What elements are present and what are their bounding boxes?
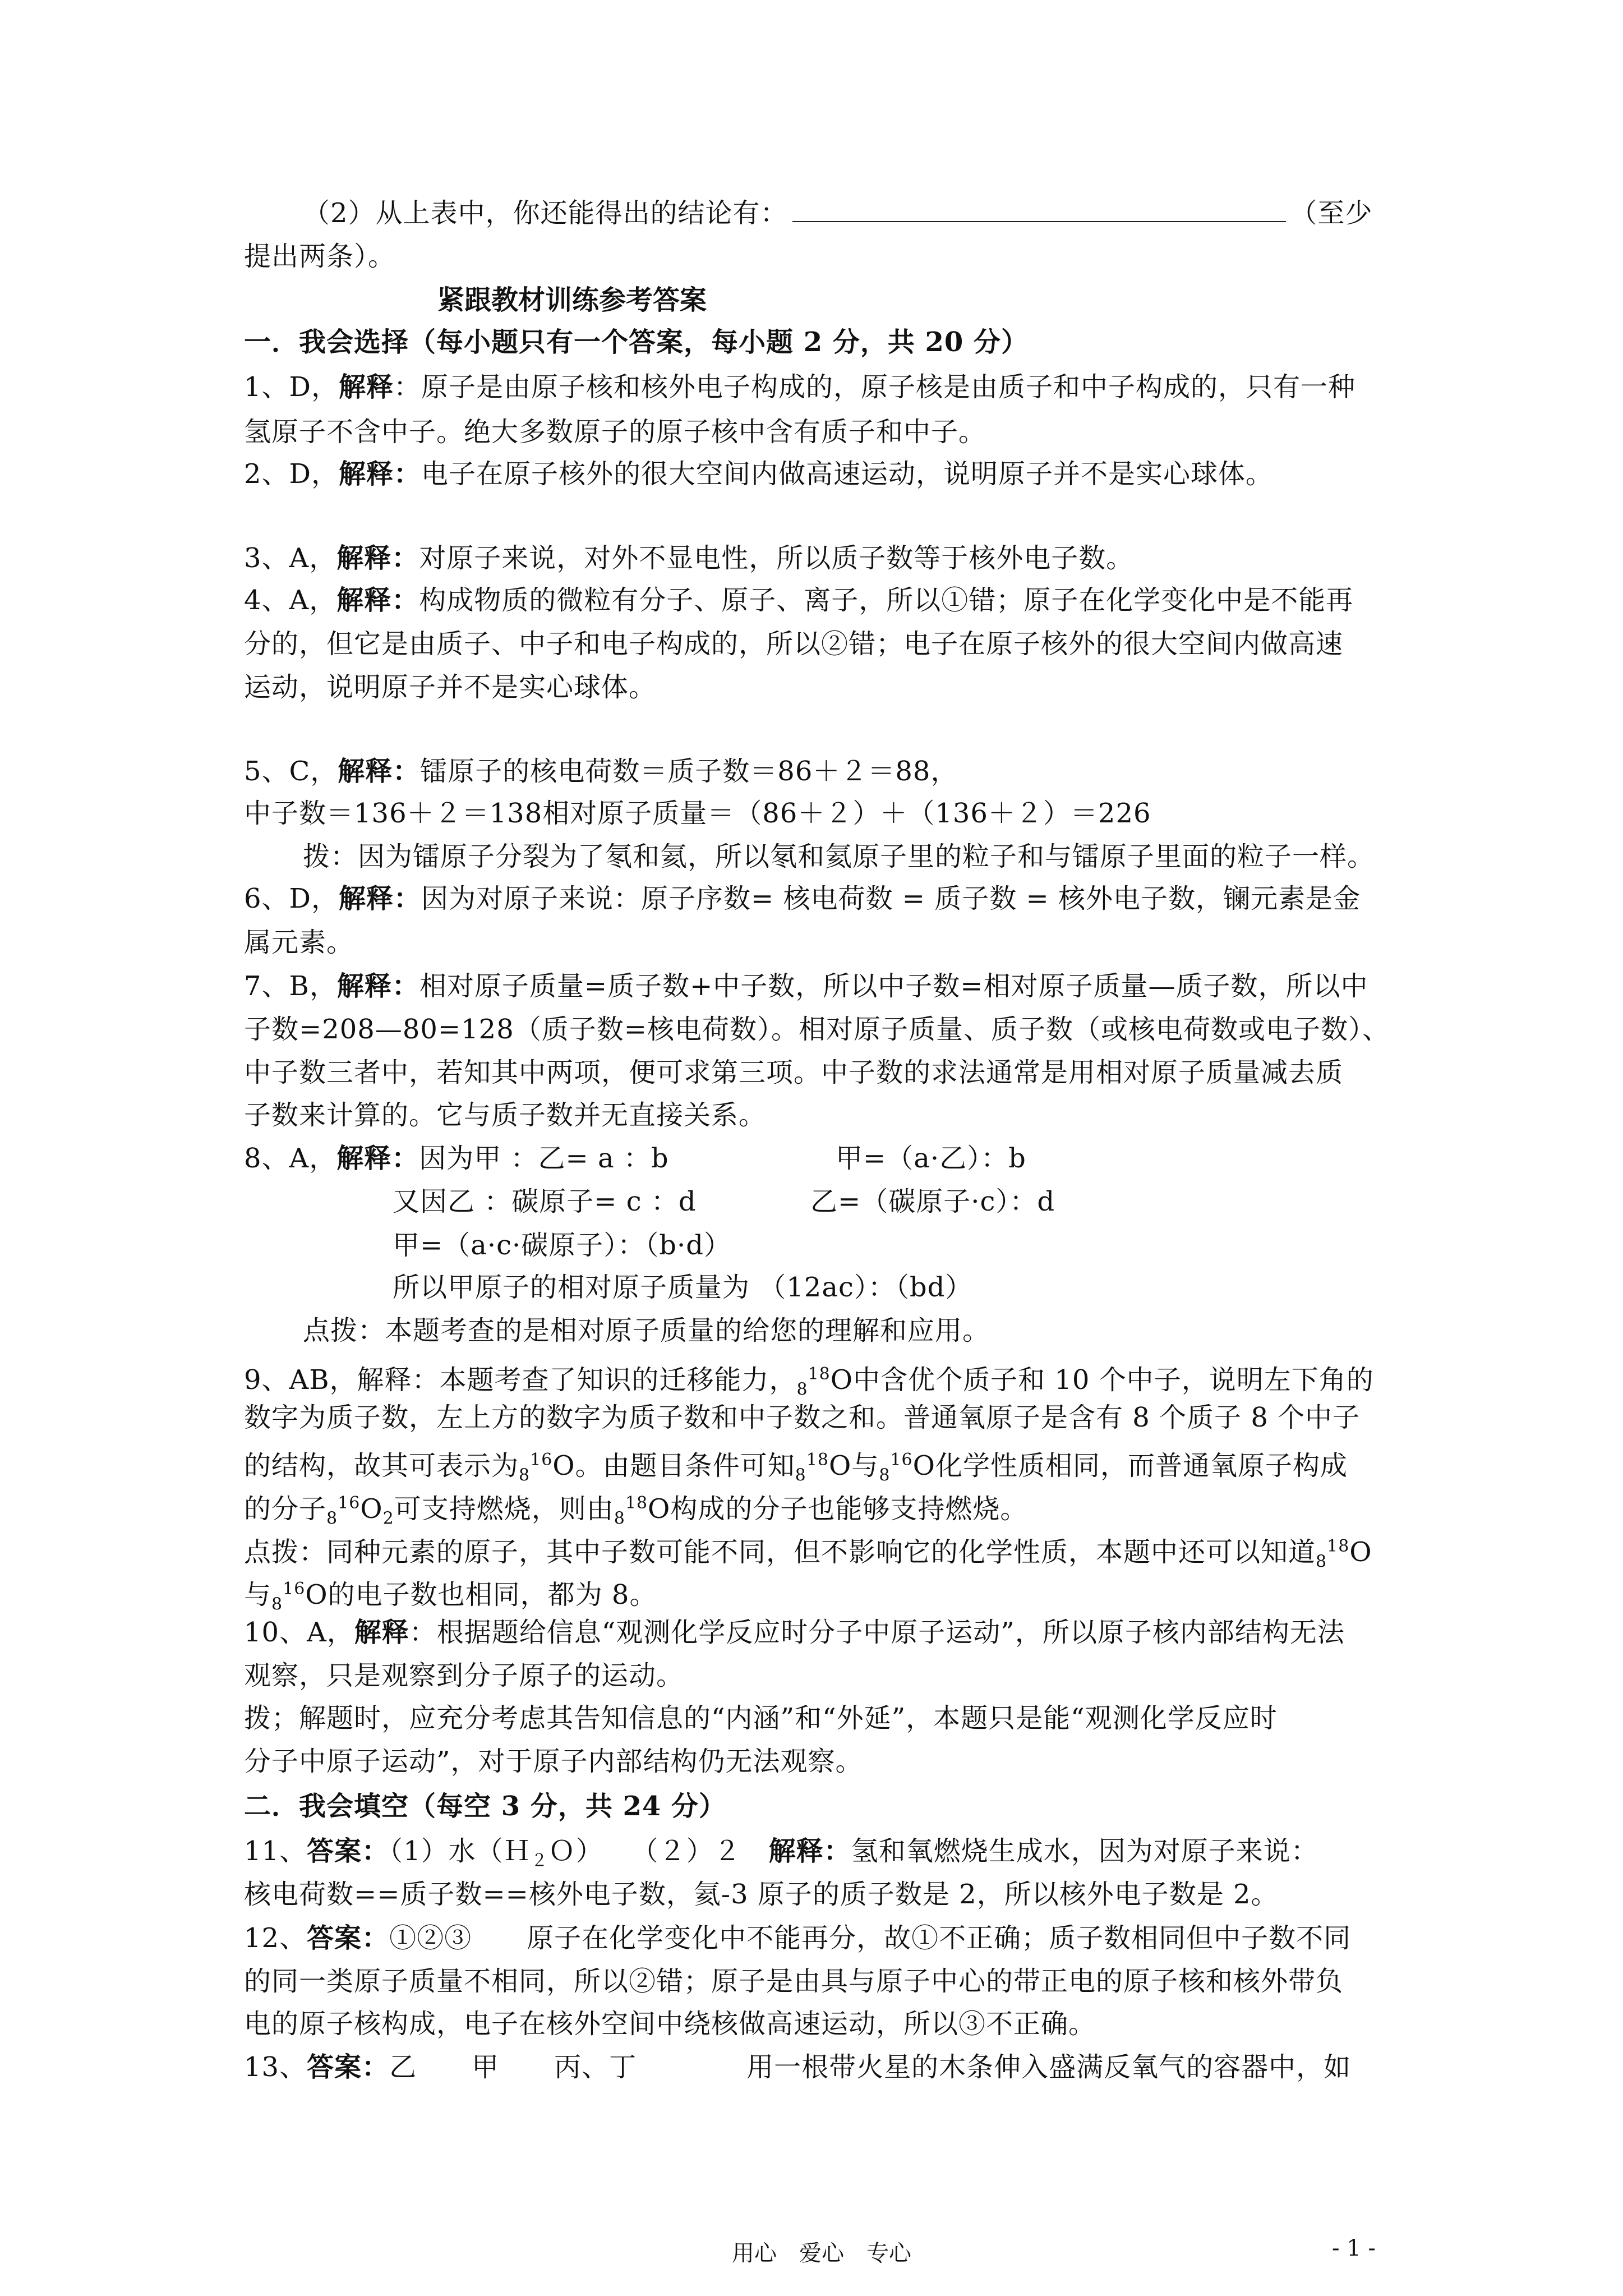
answer-line: 电的原子核构成，电子在核外空间中绕核做高速运动，所以③不正确。: [244, 2008, 1096, 2040]
answer-line: 拨：因为镭原子分裂为了氡和氦，所以氡和氦原子里的粒子和与镭原子里面的粒子一样。: [303, 841, 1375, 872]
answer-line: 8、A，解释：因为甲 ：乙= a ：b: [244, 1143, 669, 1174]
answer-line: 数字为质子数，左上方的数字为质子数和中子数之和。普通氧原子是含有 8 个质子 8 个中子: [244, 1402, 1361, 1433]
formula-line: 乙=（碳原子·c）：d: [810, 1186, 1055, 1217]
answer-line: 11、答案：（1）水（Ｈ$_2$Ｏ） （２）２ 解释：氢和氧燃烧生成水，因为对原子来说：: [244, 1835, 1318, 1871]
answer-line: 分子中原子运动”，对于原子内部结构仍无法观察。: [244, 1746, 863, 1777]
answer-line: 2、D，解释：电子在原子核外的很大空间内做高速运动，说明原子并不是实心球体。: [244, 458, 1274, 490]
answer-line: 6、D，解释：因为对原子来说：原子序数= 核电荷数 = 质子数 = 核外电子数，镧元素是金: [244, 883, 1361, 914]
answer-line: 13、答案：乙 甲 丙、丁 用一根带火星的木条伸入盛满反氧气的容器中，如: [244, 2051, 1352, 2083]
answer-line: 运动，说明原子并不是实心球体。: [244, 671, 657, 703]
section-heading: 一．我会选择（每小题只有一个答案，每小题 2 分，共 20 分）: [244, 326, 1029, 358]
answer-line: 的结构，故其可表示为$_8^{16}$O。由题目条件可知$_8^{18}$O与$_8^{16}$O化学性质相同，而普通氧原子构成: [244, 1450, 1348, 1485]
answer-line: 子数来计算的。它与质子数并无直接关系。: [244, 1099, 767, 1131]
answer-line: 4、A，解释：构成物质的微粒有分子、原子、离子，所以①错；原子在化学变化中是不能再: [244, 585, 1354, 616]
answer-line: 的同一类原子质量不相同，所以②错；原子是由具与原子中心的带正电的原子核和核外带负: [244, 1966, 1344, 1997]
answer-line: 3、A，解释：对原子来说，对外不显电性，所以质子数等于核外电子数。: [244, 542, 1134, 574]
text-line: 提出两条）。: [244, 241, 396, 272]
formula-line: 又因乙 ：碳原子= c ：d: [393, 1186, 697, 1217]
section-heading: 二．我会填空（每空 3 分，共 24 分）: [244, 1791, 727, 1822]
footer-motto: 用心 爱心 专心: [732, 2240, 911, 2266]
answer-line: 1、D，解释：原子是由原子核和核外电子构成的，原子核是由质子和中子构成的，只有一种: [244, 371, 1356, 403]
answer-line: 12、答案：①②③ 原子在化学变化中不能再分，故①不正确；质子数相同但中子数不同: [244, 1922, 1352, 1954]
section-title: 紧跟教材训练参考答案: [437, 284, 707, 316]
answer-line: 拨；解题时，应充分考虑其告知信息的“内涵”和“外延”，本题只是能“观测化学反应时: [244, 1703, 1278, 1734]
answer-line: 核电荷数==质子数==核外电子数，氦-3 原子的质子数是 2，所以核外电子数是 2。: [244, 1879, 1279, 1910]
answer-line: 10、A，解释：根据题给信息“观测化学反应时分子中原子运动”，所以原子核内部结构无法: [244, 1617, 1345, 1648]
formula-line: 所以甲原子的相对原子质量为 （12ac）：（bd）: [393, 1272, 973, 1303]
answer-line: 点拨：同种元素的原子，其中子数可能不同，但不影响它的化学性质，本题中还可以知道$_8^{18}$O: [244, 1536, 1372, 1572]
answer-line: 的分子$_8^{16}O_2$可支持燃烧，则由$_8^{18}$O构成的分子也能够支持燃烧。: [244, 1493, 1028, 1529]
page-number: - 1 -: [1332, 2235, 1376, 2261]
answer-blank: [792, 199, 1286, 222]
answer-line: 7、B，解释：相对原子质量=质子数+中子数，所以中子数=相对原子质量—质子数，所以中: [244, 970, 1368, 1002]
answer-line: 点拨：本题考查的是相对原子质量的给您的理解和应用。: [303, 1315, 990, 1346]
answer-line: 与$_8^{16}$O的电子数也相同，都为 8。: [244, 1579, 657, 1614]
answer-line: 中子数＝136＋２＝138相对原子质量＝（86＋２）＋（136＋２）＝226: [244, 798, 1151, 829]
answer-line: 氢原子不含中子。绝大多数原子的原子核中含有质子和中子。: [244, 416, 986, 448]
answer-line: 分的，但它是由质子、中子和电子构成的，所以②错；电子在原子核外的很大空间内做高速: [244, 628, 1344, 660]
answer-line: 观察，只是观察到分子原子的运动。: [244, 1660, 684, 1691]
text-line: （2）从上表中，你还能得出的结论有： （至少: [303, 197, 1373, 229]
answer-line: 子数=208—80=128（质子数=核电荷数）。相对原子质量、质子数（或核电荷数或电子数）、: [244, 1014, 1390, 1045]
formula-line: 甲=（a·c·碳原子）：（b·d）: [393, 1230, 731, 1261]
answer-line: 9、AB，解释：本题考查了知识的迁移能力，$_8^{18}$O中含优个质子和 10 个中子，说明左下角的: [244, 1364, 1374, 1400]
formula-line: 甲=（a·乙）：b: [836, 1143, 1026, 1174]
answer-line: 属元素。: [244, 927, 354, 958]
answer-line: 中子数三者中，若知其中两项，便可求第三项。中子数的求法通常是用相对原子质量减去质: [244, 1057, 1344, 1088]
answer-line: 5、C，解释：镭原子的核电荷数＝质子数＝86＋２＝88，: [244, 756, 958, 787]
